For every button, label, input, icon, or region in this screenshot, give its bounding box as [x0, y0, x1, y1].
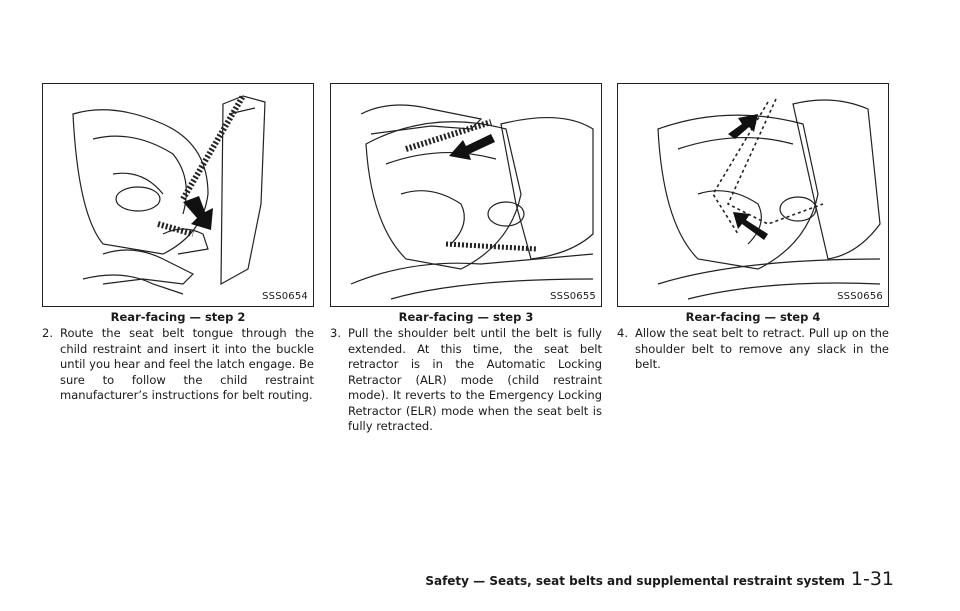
step-number: 3.: [330, 326, 341, 340]
step-2-instruction: [42, 326, 314, 404]
step-3-column: [330, 83, 602, 435]
step-number: 2.: [42, 326, 53, 340]
figure-code: SSS0654: [262, 291, 308, 302]
section-title: Safety — Seats, seat belts and supplemental restraint system: [425, 574, 845, 588]
step-4-instruction: [617, 326, 889, 373]
step-text: Route the seat belt tongue through the child restraint and insert it into the buckle until you hear and feel the latch engage. Be sure to follow the child restraint manufacturer’s instructions for belt routing.: [60, 326, 314, 402]
step-3-instruction: [330, 326, 602, 435]
shoulder-belt-extend-illustration: [331, 84, 601, 306]
figure-code: SSS0656: [837, 291, 883, 302]
child-seat-buckle-illustration: [43, 84, 313, 306]
step-4-illustration: [617, 83, 889, 307]
step-text: Pull the shoulder belt until the belt is fully extended. At this time, the seat belt retractor is in the Automatic Locking Retractor (ALR) mode (child restraint mode). It reverts to the Emergency Locking Retractor (ELR) mode when the seat belt is fully retracted.: [348, 326, 602, 433]
step-4-column: [617, 83, 889, 373]
step-2-illustration: [42, 83, 314, 307]
step-number: 4.: [617, 326, 628, 340]
figure-caption: Rear-facing — step 3: [398, 310, 534, 324]
belt-retract-illustration: [618, 84, 888, 306]
figure-caption: Rear-facing — step 2: [110, 310, 246, 324]
figure-code: SSS0655: [550, 291, 596, 302]
figure-caption: Rear-facing — step 4: [685, 310, 821, 324]
step-text: Allow the seat belt to retract. Pull up on the shoulder belt to remove any slack in the belt.: [635, 326, 889, 371]
page-footer: [425, 568, 894, 590]
step-3-illustration: [330, 83, 602, 307]
step-2-column: [42, 83, 314, 404]
page-number: 1-31: [850, 568, 894, 590]
